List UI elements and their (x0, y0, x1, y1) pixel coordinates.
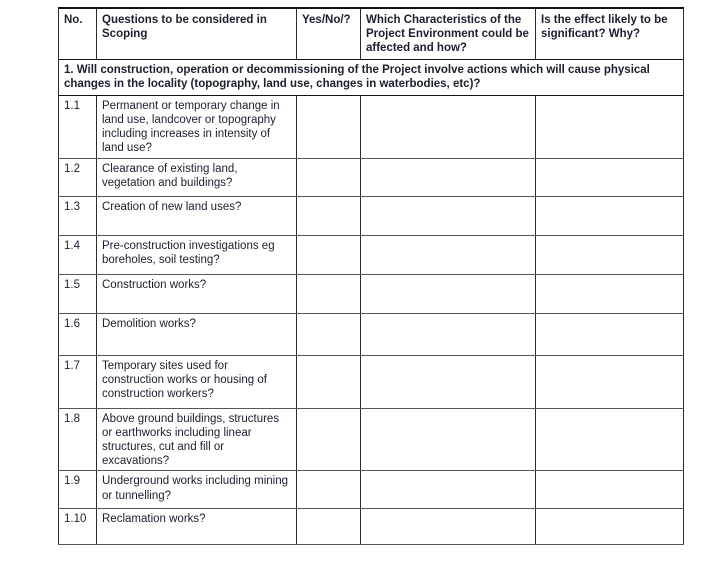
table-row (59, 158, 684, 196)
row-yes-no-cell[interactable] (297, 313, 361, 355)
row-effect-cell[interactable] (536, 235, 684, 274)
scoping-table-container (58, 7, 683, 545)
row-question: Demolition works? (97, 313, 297, 355)
row-question: Underground works including mining or tunnelling? (97, 471, 297, 509)
row-characteristics-cell[interactable] (361, 196, 536, 235)
row-characteristics-cell[interactable] (361, 158, 536, 196)
row-yes-no-cell[interactable] (297, 355, 361, 408)
section-header-row (59, 59, 684, 95)
row-effect-cell[interactable] (536, 196, 684, 235)
table-row (59, 274, 684, 313)
row-number: 1.7 (59, 355, 97, 408)
section-header-text: 1. Will construction, operation or decommissioning of the Project involve actions which will cause physical changes in the locality (topography, land use, changes in waterbodies, etc)? (59, 59, 684, 95)
row-number: 1.3 (59, 196, 97, 235)
table-row (59, 196, 684, 235)
row-yes-no-cell[interactable] (297, 274, 361, 313)
row-effect-cell[interactable] (536, 274, 684, 313)
row-number: 1.1 (59, 95, 97, 158)
row-number: 1.10 (59, 509, 97, 545)
row-characteristics-cell[interactable] (361, 355, 536, 408)
row-question: Construction works? (97, 274, 297, 313)
column-header-no: No. (59, 8, 97, 59)
row-number: 1.4 (59, 235, 97, 274)
row-characteristics-cell[interactable] (361, 95, 536, 158)
column-header-question: Questions to be considered in Scoping (97, 8, 297, 59)
row-question: Pre-construction investigations eg boreholes, soil testing? (97, 235, 297, 274)
column-header-characteristics: Which Characteristics of the Project Environment could be affected and how? (361, 8, 536, 59)
table-body (59, 59, 684, 545)
row-characteristics-cell[interactable] (361, 509, 536, 545)
row-number: 1.6 (59, 313, 97, 355)
row-yes-no-cell[interactable] (297, 95, 361, 158)
row-question: Clearance of existing land, vegetation and buildings? (97, 158, 297, 196)
row-question: Permanent or temporary change in land use, landcover or topography including increases in intensity of land use? (97, 95, 297, 158)
row-effect-cell[interactable] (536, 158, 684, 196)
row-number: 1.9 (59, 471, 97, 509)
row-characteristics-cell[interactable] (361, 408, 536, 471)
row-number: 1.5 (59, 274, 97, 313)
table-row (59, 95, 684, 158)
row-yes-no-cell[interactable] (297, 509, 361, 545)
row-yes-no-cell[interactable] (297, 235, 361, 274)
table-header-row (59, 8, 684, 59)
table-row (59, 313, 684, 355)
row-effect-cell[interactable] (536, 509, 684, 545)
row-question: Above ground buildings, structures or earthworks including linear structures, cut and fill or excavations? (97, 408, 297, 471)
row-number: 1.8 (59, 408, 97, 471)
scoping-checklist-table (58, 7, 684, 545)
table-row (59, 408, 684, 471)
table-row (59, 471, 684, 509)
table-row (59, 235, 684, 274)
column-header-effect: Is the effect likely to be significant? Why? (536, 8, 684, 59)
row-effect-cell[interactable] (536, 355, 684, 408)
row-yes-no-cell[interactable] (297, 158, 361, 196)
row-question: Temporary sites used for construction works or housing of construction workers? (97, 355, 297, 408)
row-effect-cell[interactable] (536, 471, 684, 509)
row-yes-no-cell[interactable] (297, 196, 361, 235)
row-effect-cell[interactable] (536, 313, 684, 355)
row-question: Reclamation works? (97, 509, 297, 545)
column-header-yes-no: Yes/No/? (297, 8, 361, 59)
row-effect-cell[interactable] (536, 408, 684, 471)
table-row (59, 355, 684, 408)
row-yes-no-cell[interactable] (297, 408, 361, 471)
row-effect-cell[interactable] (536, 95, 684, 158)
table-row (59, 509, 684, 545)
row-question: Creation of new land uses? (97, 196, 297, 235)
row-characteristics-cell[interactable] (361, 313, 536, 355)
row-characteristics-cell[interactable] (361, 235, 536, 274)
row-characteristics-cell[interactable] (361, 471, 536, 509)
row-yes-no-cell[interactable] (297, 471, 361, 509)
row-number: 1.2 (59, 158, 97, 196)
table-header (59, 8, 684, 59)
row-characteristics-cell[interactable] (361, 274, 536, 313)
